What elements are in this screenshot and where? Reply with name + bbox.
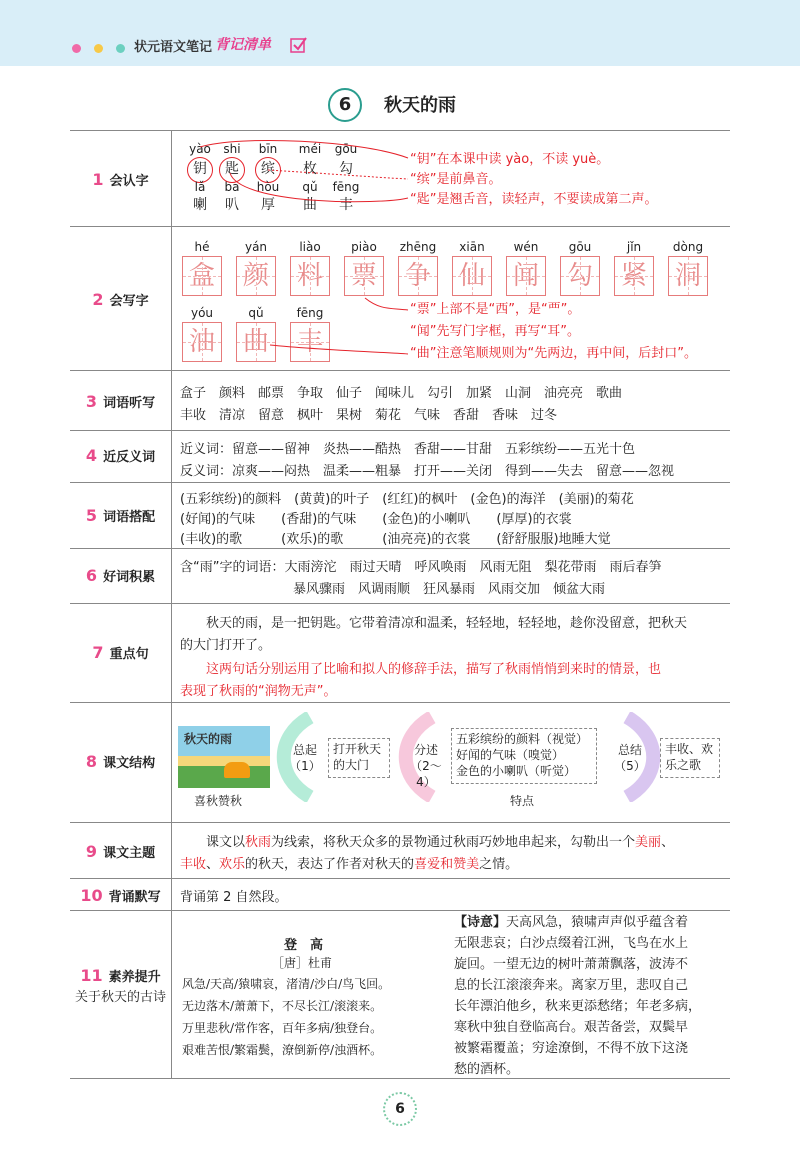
theme-line: 课文以秋雨为线索，将秋天众多的景物通过秋雨巧妙地串起来，勾勒出一个美丽、	[206, 835, 675, 850]
pinyin: bīn	[258, 142, 278, 156]
pinyin: dòng	[672, 240, 704, 254]
write-note: “曲”注意笔顺规则为“先两边，再中间，后封口”。	[410, 346, 697, 361]
writing-grid-box	[614, 256, 654, 296]
section-label: 6 好词积累	[85, 566, 156, 585]
pinyin: yán	[244, 240, 268, 254]
pinyin: liào	[299, 240, 321, 254]
structure-start: 总起 （1）	[289, 743, 321, 773]
hanzi: 匙	[225, 161, 239, 177]
lesson-number: 6	[328, 88, 362, 122]
writing-char: 盒	[188, 261, 215, 291]
pinyin: hé	[194, 240, 210, 254]
write-note: “票”上部不是“西”，是“覀”。	[410, 302, 581, 317]
key-sentence-line: 秋天的雨，是一把钥匙。它带着清凉和温柔，轻轻地，轻轻地，趁你没留意，把秋天	[206, 616, 688, 631]
recognize-note: “钥”在本课中读 yào，不读 yuè。	[410, 152, 610, 167]
structure-start-box: 打开秋天 的大门	[328, 738, 390, 778]
poem-line: 风急/天高/猿啸哀，渚清/沙白/鸟飞回。	[182, 977, 391, 991]
pinyin: shi	[223, 142, 241, 156]
hanzi: 钥	[193, 161, 207, 177]
hanzi: 丰	[339, 197, 353, 213]
pinyin: qǔ	[302, 180, 318, 194]
pink-dot-icon	[72, 44, 81, 53]
poem-author: ［唐］杜甫	[272, 956, 333, 970]
writing-char: 曲	[242, 327, 269, 357]
writing-char: 油	[188, 327, 215, 357]
structure-end-box: 丰收、欢 乐之歌	[660, 738, 720, 778]
section-label: 9 课文主题	[85, 842, 156, 861]
structure-middle-box: 五彩缤纷的颜料（视觉） 好闻的气味（嗅觉） 金色的小喇叭（听觉）	[451, 728, 597, 784]
dictation-line: 丰收 清凉 留意 枫叶 果树 菊花 气味 香甜 香味 过冬	[180, 408, 558, 423]
writing-char: 勾	[566, 261, 593, 291]
structure-middle: 分述 （2～4）	[410, 743, 442, 789]
collocation-line: (好闻)的气味 (香甜)的气味 (金色)的小喇叭 (厚厚)的衣裳	[180, 512, 572, 527]
pinyin: zhēng	[399, 240, 437, 254]
structure-caption-left: 喜秋赞秋	[194, 794, 243, 808]
key-sentence-note: 这两句话分别运用了比喻和拟人的修辞手法，描写了秋雨悄悄到来时的情景，也	[206, 662, 662, 677]
section-label: 1 会认字	[92, 170, 149, 189]
writing-grid-box	[452, 256, 492, 296]
writing-char: 紧	[620, 261, 647, 291]
page-number: 6	[383, 1092, 417, 1126]
recognize-note: “匙”是翘舌音，读轻声，不要读成第二声。	[410, 192, 658, 207]
hanzi: 枚	[303, 161, 317, 177]
pinyin: qǔ	[248, 306, 264, 320]
teal-dot-icon	[116, 44, 125, 53]
autumn-rain-illustration: 秋天的雨	[178, 726, 270, 788]
theme-line: 丰收、欢乐的秋天，表达了作者对秋天的喜爱和赞美之情。	[180, 857, 519, 872]
pinyin: méi	[298, 142, 322, 156]
pinyin: fēng	[332, 180, 360, 194]
pinyin: fēng	[296, 306, 324, 320]
writing-grid-box	[182, 256, 222, 296]
pinyin: ba	[224, 180, 240, 194]
recite-text: 背诵第 2 自然段。	[180, 890, 288, 905]
lesson-title: 秋天的雨	[384, 95, 456, 116]
pinyin: jǐn	[626, 240, 642, 254]
pinyin: yóu	[190, 306, 214, 320]
section-label: 5 词语搭配	[85, 506, 156, 525]
section-label: 3 词语听写	[85, 392, 156, 411]
writing-grid-box	[560, 256, 600, 296]
section-label: 10 背诵默写	[80, 886, 161, 905]
writing-grid-box	[506, 256, 546, 296]
collocation-line: (丰收)的歌 (欢乐)的歌 (油亮亮)的衣裳 (舒舒服服)地睡大觉	[180, 532, 611, 547]
key-sentence-line: 的大门打开了。	[180, 638, 272, 653]
annotation-arrows	[180, 135, 420, 215]
pinyin: xiān	[459, 240, 485, 254]
section-label: 11 素养提升 关于秋天的古诗	[74, 966, 166, 1005]
writing-char: 闻	[512, 261, 539, 291]
writing-char: 料	[296, 261, 323, 291]
yellow-dot-icon	[94, 44, 103, 53]
section-label: 8 课文结构	[85, 752, 156, 771]
pinyin: gōu	[568, 240, 592, 254]
pinyin: wén	[513, 240, 539, 254]
pinyin: lǎ	[194, 180, 206, 194]
write-annotation-arrows	[240, 290, 420, 370]
pinyin: gōu	[334, 142, 358, 156]
structure-end: 总结 （5）	[614, 743, 646, 773]
writing-char: 票	[350, 261, 377, 291]
section-label: 7 重点句	[92, 643, 149, 662]
pinyin: yào	[189, 142, 211, 156]
good-words-line: 含“雨”字的词语：大雨滂沱 雨过天晴 呼风唤雨 风雨无阻 梨花带雨 雨后春笋	[180, 560, 662, 575]
brand-title: 状元语文笔记	[134, 40, 213, 55]
writing-char: 仙	[458, 261, 485, 291]
antonym-line: 反义词：凉爽——闷热 温柔——粗暴 打开——关闭 得到——失去 留意——忽视	[180, 464, 675, 479]
poem-line: 艰难苦恨/繁霜鬓，潦倒新停/浊酒杯。	[182, 1043, 383, 1057]
hanzi: 勾	[339, 161, 353, 177]
writing-char: 丰	[296, 327, 323, 357]
recognize-note: “缤”是前鼻音。	[410, 172, 502, 187]
section-label: 4 近反义词	[85, 446, 156, 465]
pinyin: piào	[351, 240, 377, 254]
good-words-line: 暴风骤雨 风调雨顺 狂风暴雨 风雨交加 倾盆大雨	[293, 582, 606, 597]
hanzi: 叭	[225, 197, 239, 213]
key-sentence-note: 表现了秋雨的“润物无声”。	[180, 684, 337, 699]
writing-char: 洞	[674, 261, 701, 291]
header-bar	[0, 0, 800, 66]
poem-title: 登 高	[284, 938, 324, 953]
pinyin: hòu	[256, 180, 280, 194]
poem-line: 无边落木/萧萧下，不尽长江/滚滚来。	[182, 999, 383, 1013]
writing-char: 争	[404, 261, 431, 291]
poem-line: 万里悲秋/常作客，百年多病/独登台。	[182, 1021, 383, 1035]
hanzi: 厚	[261, 197, 275, 213]
poem-meaning: 【诗意】天高风急，猿啸声声似乎蕴含着 无限悲哀；白沙点缀着江洲，飞鸟在水上 旋回。一望无边的树叶萧萧飘落，波涛不 息的长江滚滚奔来。离家万里，悲叹自己 长年漂泊他乡，秋来更添愁绪；年老多病， 寒秋中独自登临高台。艰苦备尝，双鬓早 被繁霜覆盖；穷途潦倒，不得不放下这浇 愁的酒杯。	[454, 915, 702, 1077]
collocation-line: (五彩缤纷)的颜料 (黄黄)的叶子 (红红)的枫叶 (金色)的海洋 (美丽)的菊花	[180, 492, 634, 507]
structure-caption-middle: 特点	[510, 794, 535, 808]
writing-grid-box	[182, 322, 222, 362]
synonym-line: 近义词：留意——留神 炎热——酷热 香甜——甘甜 五彩缤纷——五光十色	[180, 442, 636, 457]
write-note: “闻”先写门字框，再写“耳”。	[410, 324, 580, 339]
dictation-line: 盒子 颜料 邮票 争取 仙子 闻味儿 勾引 加紧 山洞 油亮亮 歌曲	[180, 386, 623, 401]
hanzi: 缤	[261, 161, 275, 177]
section-label: 2 会写字	[92, 290, 149, 309]
check-icon	[290, 36, 308, 54]
badge-label: 背记清单	[215, 37, 271, 53]
writing-grid-box	[668, 256, 708, 296]
writing-char: 颜	[242, 261, 269, 291]
hanzi: 喇	[193, 197, 207, 213]
hanzi: 曲	[303, 197, 317, 213]
